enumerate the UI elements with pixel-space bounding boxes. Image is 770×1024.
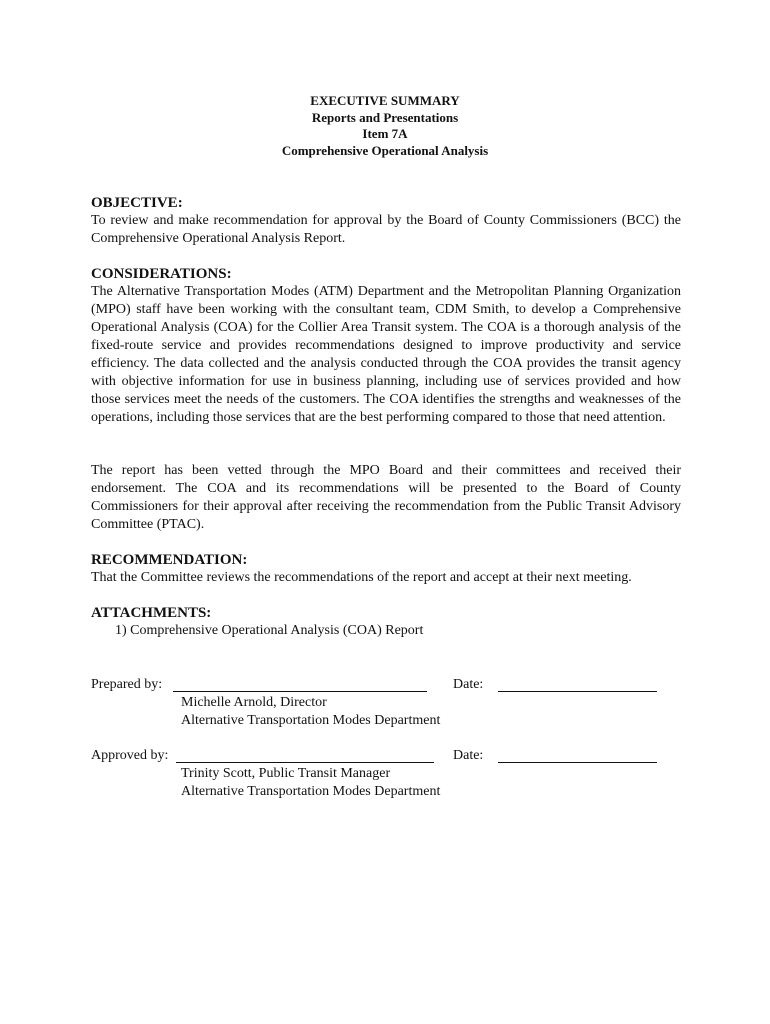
approved-by-name: Trinity Scott, Public Transit Manager xyxy=(181,766,391,781)
prepared-date-label: Date: xyxy=(453,677,484,692)
prepared-signature-line xyxy=(173,691,427,692)
prepared-by-name: Michelle Arnold, Director xyxy=(181,695,327,710)
prepared-by-department: Alternative Transportation Modes Department xyxy=(181,713,441,728)
considerations-paragraph-2: The report has been vetted through the MPO Board and their committees and received their endorsement. The COA and its recommendations will be presented to the Board of County Commissioners for their approval after receiving the recommendation from the Public Transit Advisory Committee (PTAC). xyxy=(91,463,681,532)
considerations-section xyxy=(91,265,681,427)
attachments-title: ATTACHMENTS: xyxy=(91,605,212,621)
considerations-title: CONSIDERATIONS: xyxy=(91,266,232,282)
header-topic: Comprehensive Operational Analysis xyxy=(281,142,489,158)
attachment-item: 1) Comprehensive Operational Analysis (COA) Report xyxy=(115,623,424,638)
approved-by-department: Alternative Transportation Modes Department xyxy=(181,784,441,799)
recommendation-title: RECOMMENDATION: xyxy=(91,552,248,568)
recommendation-text: That the Committee reviews the recommendations of the report and accept at their next meeting. xyxy=(91,570,632,585)
considerations-paragraph-2-block xyxy=(91,462,681,534)
header-subtitle: Reports and Presentations xyxy=(311,109,459,125)
attachments-section xyxy=(91,604,681,640)
approved-by-label: Approved by: xyxy=(91,748,169,763)
approved-date-label: Date: xyxy=(453,748,484,763)
approved-date-line xyxy=(498,762,657,763)
approved-signature-line xyxy=(176,762,434,763)
prepared-date-line xyxy=(498,691,657,692)
considerations-paragraph-1: The Alternative Transportation Modes (ATM) Department and the Metropolitan Planning Organization (MPO) staff have been working with the consultant team, CDM Smith, to develop a Comprehensive Operational Analysis (COA) for the Collier Area Transit system. The COA is a thorough analysis of the fixed-route service and provides recommendations designed to improve productivity and service efficiency. The data collected and the analysis conducted through the COA provides the transit agency with objective information for use in business planning, including use of services provided and how those services meet the needs of the customers. The COA identifies the strengths and weaknesses of the operations, including those services that are the best performing compared to those that need attention. xyxy=(91,284,681,425)
objective-title: OBJECTIVE: xyxy=(91,195,183,211)
prepared-by-block xyxy=(91,676,691,736)
approved-by-block xyxy=(91,747,691,807)
recommendation-section xyxy=(91,551,681,587)
objective-section xyxy=(91,194,681,248)
header-item-number: Item 7A xyxy=(362,126,408,141)
header-title: EXECUTIVE SUMMARY xyxy=(310,93,460,108)
prepared-by-label: Prepared by: xyxy=(91,677,163,692)
objective-text: To review and make recommendation for approval by the Board of County Commissioners (BCC) the Comprehensive Operational Analysis Report. xyxy=(91,213,681,246)
document-header xyxy=(0,93,770,159)
